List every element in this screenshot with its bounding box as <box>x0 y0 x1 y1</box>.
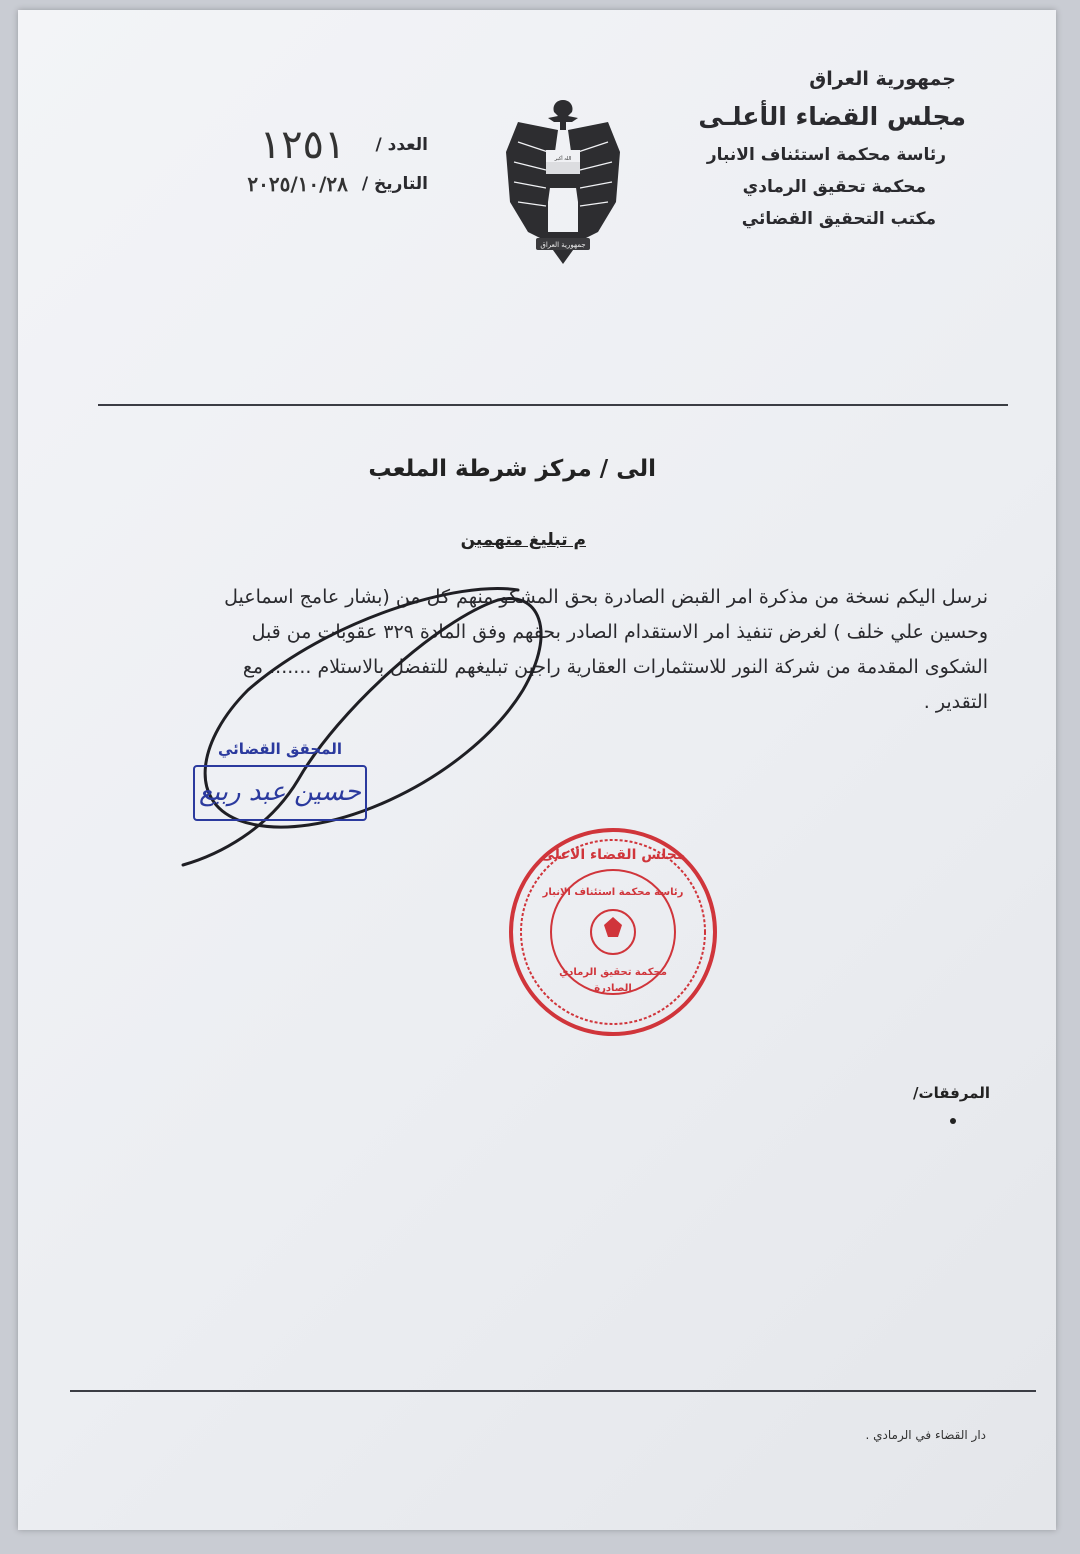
official-seal <box>506 825 721 1040</box>
svg-text:الله أكبر: الله أكبر <box>554 156 572 162</box>
seal-inner-text-3: الصادرة <box>594 983 632 994</box>
letterhead <box>636 68 966 229</box>
court-name: محكمة تحقيق الرمادي <box>742 177 926 197</box>
reference-block <box>148 122 428 196</box>
header-divider <box>98 404 1008 406</box>
recipient-line: الى / مركز شرطة الملعب <box>368 456 656 482</box>
signatory-name-stamp: حسين عبد ربيع <box>193 765 367 821</box>
subject-line: م تبليغ متهمين <box>460 530 586 550</box>
footer-address: دار القضاء في الرمادي . <box>865 1428 986 1442</box>
number-value: ١٢٥١ <box>259 122 346 168</box>
signatory-title: المحقق القضائي <box>218 740 342 758</box>
date-value: ٢٠٢٥/١٠/٢٨ <box>247 172 348 196</box>
body-line: وحسين علي خلف ) لغرض تنفيذ امر الاستقدام الصادر بحقهم وفق المادة ٣٢٩ عقوبات من قبل <box>251 621 988 643</box>
footer-divider <box>70 1390 1036 1392</box>
document-page <box>18 10 1056 1530</box>
country-name: جمهورية العراق <box>809 68 956 90</box>
attachment-bullet <box>950 1118 956 1124</box>
presidency-name: رئاسة محكمة استئناف الانبار <box>706 145 946 165</box>
seal-outer-text: مجلس القضاء الاعلى <box>540 847 686 863</box>
emblem-label: جمهورية العراق <box>540 241 586 249</box>
number-label: العدد / <box>375 135 428 155</box>
iraq-eagle-emblem <box>488 92 638 272</box>
body-line: الشكوى المقدمة من شركة النور للاستثمارات العقارية راجين تبليغهم للتفضل بالاستلام ....... مع <box>242 656 988 678</box>
attachments-label: المرفقات/ <box>913 1084 990 1102</box>
seal-inner-text-2: محكمة تحقيق الرمادي <box>559 967 667 978</box>
council-name: مجلس القضاء الأعلـى <box>698 102 966 131</box>
office-name: مكتب التحقيق القضائي <box>741 209 936 229</box>
seal-inner-text-1: رئاسة محكمة استئناف الانبار <box>542 887 684 898</box>
date-label: التاريخ / <box>361 174 428 194</box>
body-line: التقدير . <box>923 691 988 713</box>
body-line: نرسل اليكم نسخة من مذكرة امر القبض الصادرة بحق المشكو منهم كل من (بشار عامج اسماعيل <box>224 586 988 608</box>
